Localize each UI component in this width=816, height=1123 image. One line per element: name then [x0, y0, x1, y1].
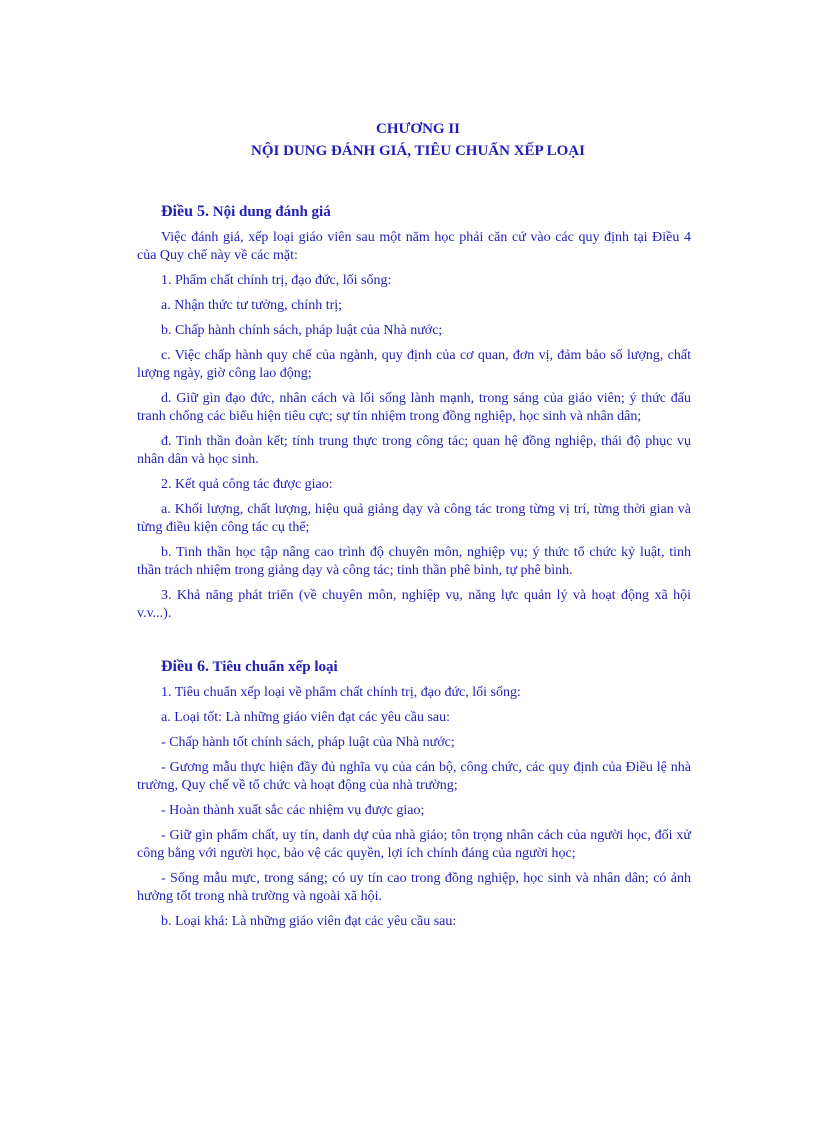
article-5-paragraph: 1. Phẩm chất chính trị, đạo đức, lối sống: [161, 273, 392, 288]
article-5-paragraph: d. Giữ gìn đạo đức, nhân cách và lối sống lành mạnh, trong sáng của giáo viên; ý thức đấu tranh chống các biểu hiện tiêu cực; sự tín nhiệm trong đồng nghiệp, học sinh và nhân dân; [137, 391, 691, 424]
article-5-paragraph: 2. Kết quả công tác được giao: [161, 477, 333, 492]
article-6-heading [137, 657, 691, 677]
article-6-paragraph: 1. Tiêu chuẩn xếp loại về phẩm chất chính trị, đạo đức, lối sống: [161, 685, 521, 700]
article-5-paragraph: b. Chấp hành chính sách, pháp luật của Nhà nước; [161, 323, 443, 338]
article-6-paragraph: b. Loại khá: Là những giáo viên đạt các yêu cầu sau: [161, 914, 457, 929]
article-5-paragraph: đ. Tinh thần đoàn kết; tính trung thực trong công tác; quan hệ đồng nghiệp, thái độ phục vụ nhân dân và học sinh. [137, 434, 691, 467]
article-5-paragraph: a. Khối lượng, chất lượng, hiệu quả giảng dạy và công tác trong từng vị trí, từng thời gian và từng điều kiện công tác cụ thể; [137, 502, 691, 535]
article-6-paragraph: - Sống mẫu mực, trong sáng; có uy tín cao trong đồng nghiệp, học sinh và nhân dân; có ảnh hưởng tốt trong nhà trường và ngoài xã hội. [137, 871, 691, 904]
article-5-number: Điều 5. [161, 203, 209, 220]
document-page [137, 118, 691, 931]
article-5-paragraph: b. Tinh thần học tập nâng cao trình độ chuyên môn, nghiệp vụ; ý thức tổ chức kỷ luật, tinh thần trách nhiệm trong giảng dạy và công tác; tinh thần phê bình, tự phê bình. [137, 545, 691, 578]
article-6-paragraph: - Chấp hành tốt chính sách, pháp luật của Nhà nước; [161, 735, 455, 750]
article-5-heading [137, 202, 691, 222]
article-5-paragraph: 3. Khả năng phát triển (về chuyên môn, nghiệp vụ, năng lực quản lý và hoạt động xã hội v.v...). [137, 588, 691, 621]
article-6-paragraph: - Gương mẫu thực hiện đầy đủ nghĩa vụ của cán bộ, công chức, các quy định của Điều lệ nhà trường, Quy chế về tổ chức và hoạt động của nhà trường; [137, 760, 691, 793]
article-5-paragraph: a. Nhận thức tư tưởng, chính trị; [161, 298, 343, 313]
chapter-title: NỘI DUNG ĐÁNH GIÁ, TIÊU CHUẨN XẾP LOẠI [251, 143, 585, 159]
article-5-paragraph: c. Việc chấp hành quy chế của ngành, quy định của cơ quan, đơn vị, đảm bảo số lượng, chất lượng ngày, giờ công lao động; [137, 348, 691, 381]
article-5-title: Nội dung đánh giá [212, 204, 331, 220]
article-6-paragraph: - Hoàn thành xuất sắc các nhiệm vụ được giao; [161, 803, 425, 818]
article-6-number: Điều 6. [161, 658, 209, 675]
article-5-paragraph: Việc đánh giá, xếp loại giáo viên sau một năm học phải căn cứ vào các quy định tại Điều 4 của Quy chế này về các mặt: [137, 230, 691, 263]
article-6-paragraph: - Giữ gìn phẩm chất, uy tín, danh dự của nhà giáo; tôn trọng nhân cách của người học, đối xử công bằng với người học, bảo vệ các quyền, lợi ích chính đáng của người học; [137, 828, 691, 861]
article-6-paragraph: a. Loại tốt: Là những giáo viên đạt các yêu cầu sau: [161, 710, 451, 725]
chapter-number: CHƯƠNG II [375, 121, 461, 137]
article-6-title: Tiêu chuẩn xếp loại [212, 659, 338, 675]
